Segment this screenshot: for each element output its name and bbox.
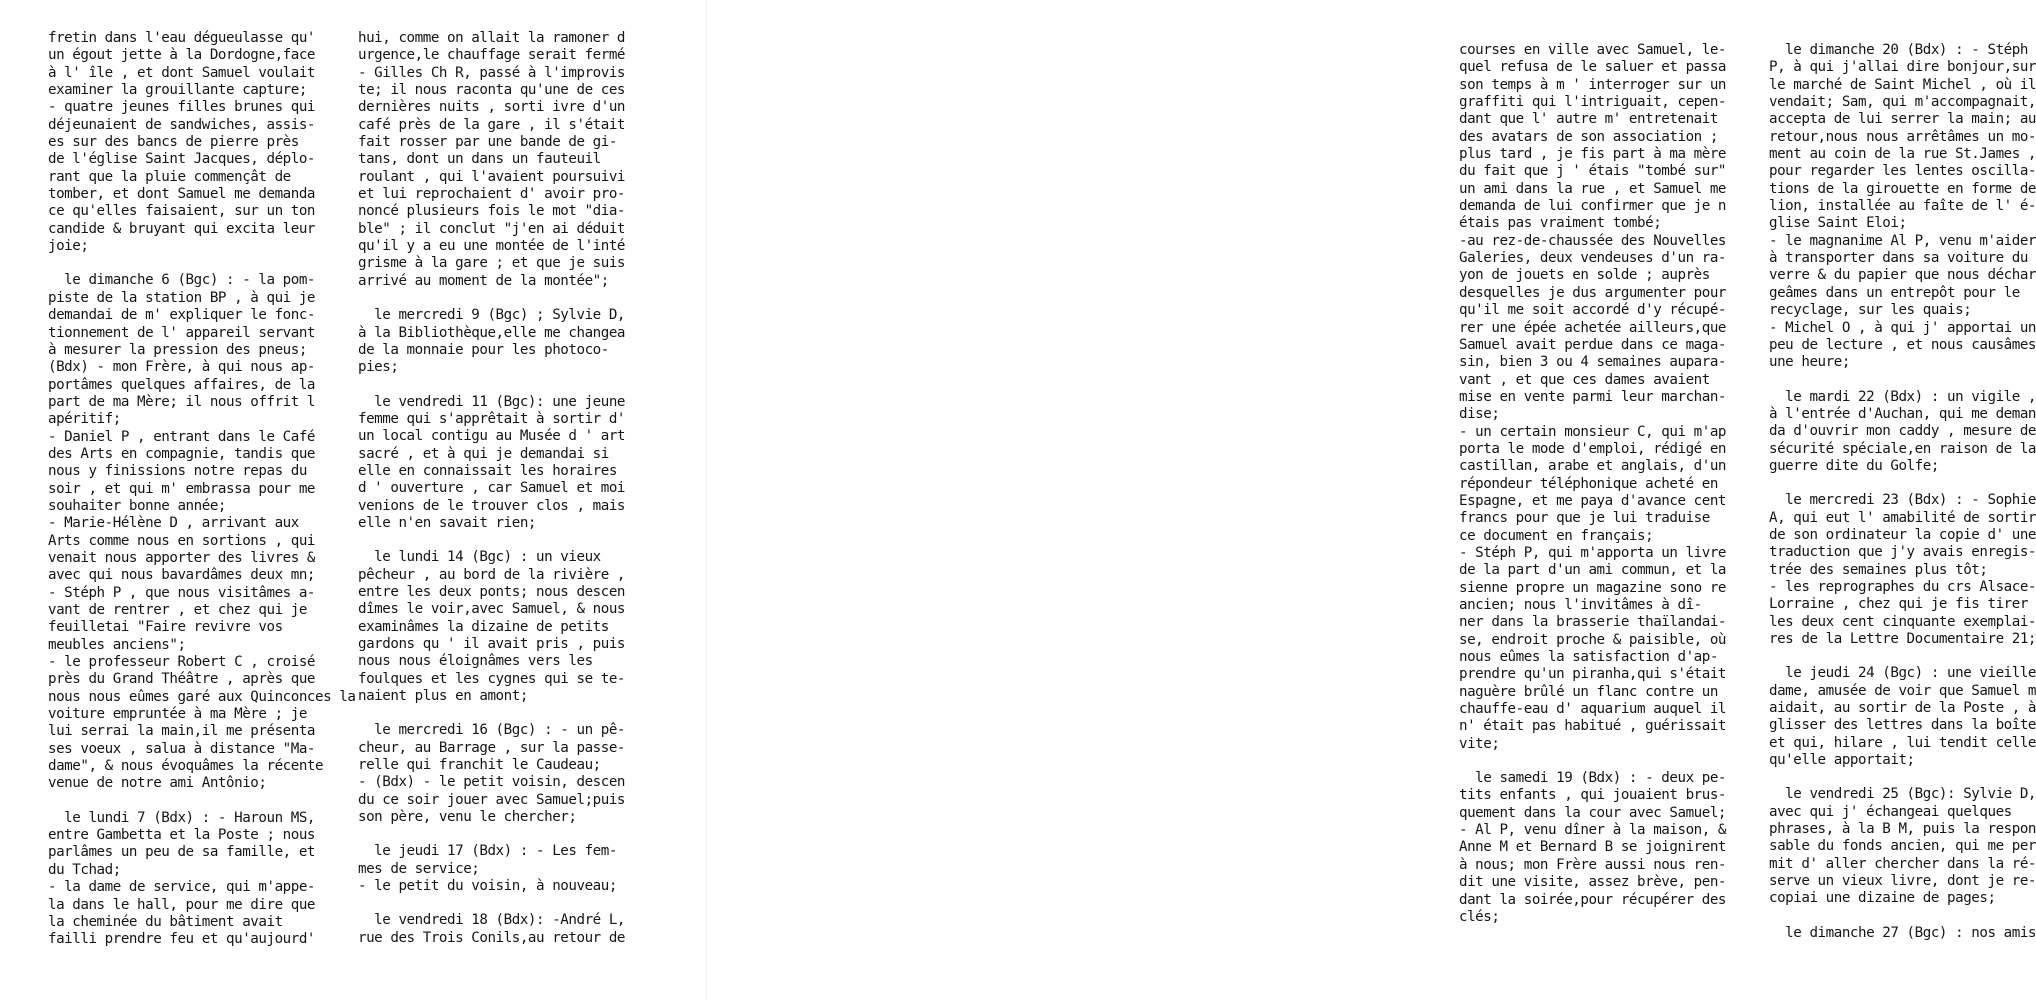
text-line: parlâmes un peu de sa famille, et: [48, 844, 316, 861]
text-line: chauffe-eau d' aquarium auquel il: [1459, 701, 1727, 718]
text-line: le dimanche 20 (Bdx) : - Stéph: [1769, 42, 2028, 58]
text-line: - (Bdx) - le petit voisin, descen: [358, 774, 626, 791]
left-page-column-2: [358, 30, 625, 947]
text-line: peu de lecture , et nous causâmes: [1769, 336, 2036, 353]
text-line: porta le mode d'emploi, rédigé en: [1459, 440, 1727, 457]
text-line: verre & du papier que nous déchar: [1769, 267, 2036, 284]
text-line: clés;: [1459, 908, 1500, 925]
text-line: du ce soir jouer avec Samuel;puis: [358, 791, 626, 808]
text-line: quement dans la cour avec Samuel;: [1459, 804, 1727, 821]
text-line: dit une visite, assez brève, pen-: [1459, 874, 1727, 891]
text-line: -au rez-de-chaussée des Nouvelles: [1459, 232, 1727, 249]
text-line: le jeudi 17 (Bdx) : - Les fem-: [358, 843, 617, 860]
text-line: près du Grand Théâtre , après que: [48, 671, 316, 688]
text-line: relle qui franchit le Caudeau;: [358, 757, 601, 774]
text-line: res de la Lettre Documentaire 21;: [1769, 631, 2036, 647]
text-line: mit d' aller chercher dans la ré-: [1769, 855, 2036, 872]
text-line: ment au coin de la rue St.James ,: [1769, 146, 2036, 163]
text-line: souhaiter bonne année;: [48, 497, 227, 514]
text-line: avec qui nous bavardâmes deux mn;: [48, 567, 316, 584]
paragraph-gap: [358, 290, 625, 307]
text-line: du Tchad;: [48, 861, 121, 878]
text-line: arrivé au moment de la montée";: [358, 272, 609, 289]
text-line: urgence,le chauffage serait fermé: [358, 47, 626, 64]
text-line: nous nous éloignâmes vers les: [358, 653, 593, 670]
text-line: naguère brûlé un flanc contre un: [1459, 683, 1718, 700]
right-page: [707, 0, 2036, 1000]
text-line: nous nous eûmes garé aux Quinconces la: [48, 688, 356, 705]
text-line: se, endroit proche & paisible, où: [1459, 631, 1727, 648]
text-line: vant , et que ces dames avaient: [1459, 371, 1710, 388]
text-line: - Stéph P, qui m'apporta un livre: [1459, 544, 1727, 561]
text-line: ble" ; il conclut "j'en ai déduit: [358, 220, 626, 237]
text-line: le vendredi 18 (Bdx): -André L,: [358, 912, 626, 929]
text-line: à l'entrée d'Auchan, qui me deman: [1769, 405, 2036, 422]
text-line: et qui, hilare , lui tendit celle: [1769, 734, 2036, 751]
text-line: répondeur téléphonique acheté en: [1459, 475, 1718, 492]
text-line: dernières nuits , sorti ivre d'un: [358, 99, 626, 116]
text-line: castillan, arabe et anglais, d'un: [1459, 458, 1727, 475]
text-line: examinâmes la dizaine de petits: [358, 618, 609, 635]
text-line: joie;: [48, 238, 89, 255]
text-line: accepta de lui serrer la main; au: [1769, 111, 2036, 128]
text-line: desquelles je dus argumenter pour: [1459, 284, 1727, 301]
text-line: un égout jette à la Dordogne,face: [48, 47, 316, 64]
paragraph-gap: [1769, 475, 2036, 492]
paragraph-gap: [358, 377, 625, 394]
text-line: Espagne, et me paya d'avance cent: [1459, 492, 1727, 509]
text-line: des avatars de son association ;: [1459, 128, 1718, 145]
text-line: apéritif;: [48, 411, 121, 428]
text-line: café près de la gare , il s'était: [358, 116, 626, 133]
text-line: le vendredi 11 (Bgc): une jeune: [358, 393, 626, 410]
text-line: tans, dont un dans un fauteuil: [358, 151, 601, 168]
text-line: dame", & nous évoquâmes la récente: [48, 758, 324, 775]
text-line: (Bdx) - mon Frère, à qui nous ap-: [48, 359, 316, 376]
text-line: déjeunaient de sandwiches, assis-: [48, 116, 316, 133]
text-line: mes de service;: [358, 860, 480, 877]
text-line: copiai une dizaine de pages;: [1769, 890, 1996, 907]
text-line: vite;: [1459, 735, 1500, 752]
text-line: - la dame de service, qui m'appe-: [48, 879, 316, 896]
text-line: rant que la pluie commençât de: [48, 168, 291, 185]
text-line: à la Bibliothèque,elle me changea: [358, 324, 626, 341]
text-line: quel refusa de le saluer et passa: [1459, 59, 1727, 76]
text-line: à mesurer la pression des pneus;: [48, 341, 307, 358]
text-line: - Daniel P , entrant dans le Café: [48, 428, 316, 445]
text-line: meubles anciens";: [48, 636, 186, 653]
text-line: feuilletai "Faire revivre vos: [48, 619, 283, 636]
text-line: le mercredi 16 (Bgc) : - un pê-: [358, 722, 626, 739]
text-line: cheur, au Barrage , sur la passe-: [358, 739, 626, 756]
right-page-column-1: [1459, 42, 1726, 926]
text-line: - le magnanime Al P, venu m'aider: [1769, 232, 2036, 249]
text-line: plus tard , je fis part à ma mère: [1459, 146, 1727, 163]
paragraph-gap: [358, 826, 625, 843]
text-line: naient plus en amont;: [358, 688, 528, 705]
text-line: gardons qu ' il avait pris , puis: [358, 636, 626, 652]
text-line: pour regarder les lentes oscilla-: [1769, 163, 2036, 180]
text-line: le marché de Saint Michel , où il: [1769, 76, 2036, 93]
text-line: dise;: [1459, 406, 1500, 423]
text-line: ner dans la brasserie thaïlandai-: [1459, 614, 1727, 631]
text-line: sacré , et à qui je demandai si: [358, 445, 609, 462]
text-line: ce document en français;: [1459, 527, 1654, 544]
text-line: le samedi 19 (Bdx) : - deux pe-: [1459, 770, 1727, 787]
text-line: étais pas vraiment tombé;: [1459, 215, 1662, 232]
text-line: A, qui eut l' amabilité de sortir: [1769, 509, 2036, 526]
text-line: rer une épée achetée ailleurs,que: [1459, 319, 1727, 336]
text-line: - le petit du voisin, à nouveau;: [358, 878, 617, 895]
text-line: - Marie-Hélène D , arrivant aux: [48, 515, 299, 532]
text-line: tits enfants , qui jouaient brus-: [1459, 787, 1727, 804]
right-page-column-2: [1769, 42, 2036, 942]
text-line: fait rosser par une bande de gi-: [358, 134, 617, 151]
text-line: un ami dans la rue , et Samuel me: [1459, 180, 1727, 197]
text-line: avec qui j' échangeai quelques: [1769, 803, 2012, 820]
text-line: n' était pas habitué , guérissait: [1459, 718, 1727, 735]
text-line: - Gilles Ch R, passé à l'improvis: [358, 64, 626, 81]
text-line: candide & bruyant qui excita leur: [48, 220, 316, 237]
text-line: le lundi 7 (Bdx) : - Haroun MS,: [48, 809, 316, 826]
text-line: da d'ouvrir mon caddy , mesure de: [1769, 423, 2036, 440]
text-line: vendait; Sam, qui m'accompagnait,: [1769, 94, 2036, 111]
text-line: à l' île , et dont Samuel voulait: [48, 64, 316, 81]
text-line: courses en ville avec Samuel, le-: [1459, 42, 1727, 58]
text-line: tions de la girouette en forme de: [1769, 180, 2036, 197]
text-line: venait nous apporter des livres &: [48, 549, 316, 566]
text-line: ses voeux , salua à distance "Ma-: [48, 740, 316, 757]
paragraph-gap: [48, 255, 355, 272]
text-line: entre Gambetta et la Poste ; nous: [48, 827, 316, 844]
text-line: Lorraine , chez qui je fis tirer: [1769, 596, 2028, 613]
paragraph-gap: [48, 793, 355, 810]
text-line: son temps à m ' interroger sur un: [1459, 76, 1727, 93]
text-line: de la part d'un ami commun, et la: [1459, 562, 1727, 579]
text-line: yon de jouets en solde ; auprès: [1459, 267, 1710, 284]
text-line: le mercredi 23 (Bdx) : - Sophie: [1769, 492, 2036, 509]
text-line: la cheminée du bâtiment avait: [48, 913, 283, 930]
text-line: guerre dite du Golfe;: [1769, 457, 1939, 474]
text-line: sienne propre un magazine sono re: [1459, 579, 1727, 596]
text-line: nous eûmes la satisfaction d'ap-: [1459, 649, 1718, 666]
paragraph-gap: [1769, 769, 2036, 786]
text-line: d ' ouverture , car Samuel et moi: [358, 480, 626, 497]
text-line: tionnement de l' appareil servant: [48, 324, 316, 341]
text-line: dant la soirée,pour récupérer des: [1459, 891, 1727, 908]
text-line: des Arts en compagnie, tandis que: [48, 445, 316, 462]
text-line: lion, installée au faîte de l' é-: [1769, 198, 2036, 215]
text-line: phrases, à la B M, puis la respon: [1769, 821, 2036, 838]
text-line: pies;: [358, 359, 399, 376]
paragraph-gap: [358, 705, 625, 722]
text-line: serve un vieux livre, dont je re-: [1769, 873, 2036, 890]
text-line: geâmes dans un entrepôt pour le: [1769, 284, 2020, 301]
text-line: de la monnaie pour les photoco-: [358, 341, 609, 358]
left-page: [0, 0, 707, 1000]
text-line: soir , et qui m' embrassa pour me: [48, 480, 316, 497]
text-line: demanda de lui confirmer que je n: [1459, 198, 1727, 215]
text-line: - Michel O , à qui j' apportai un: [1769, 319, 2036, 336]
text-line: lui serrai la main,il me présenta: [48, 723, 316, 740]
text-line: examiner la grouillante capture;: [48, 82, 307, 99]
text-line: glise Saint Eloi;: [1769, 215, 1907, 232]
text-line: dame, amusée de voir que Samuel m: [1769, 682, 2036, 699]
text-line: trée des semaines plus tôt;: [1769, 561, 1988, 578]
text-line: - Al P, venu dîner à la maison, &: [1459, 822, 1727, 839]
text-line: dant que l' autre m' entretenait: [1459, 111, 1718, 128]
text-line: part de ma Mère; il nous offrit l: [48, 393, 316, 410]
text-line: foulques et les cygnes qui se te-: [358, 670, 626, 687]
text-line: de son ordinateur la copie d' une: [1769, 526, 2036, 543]
text-line: recyclage, sur les quais;: [1769, 302, 1972, 319]
text-line: demandai de m' expliquer le fonc-: [48, 307, 316, 324]
text-line: venue de notre ami Antônio;: [48, 775, 267, 792]
text-line: et lui reprochaient d' avoir pro-: [358, 186, 626, 203]
text-line: sécurité spéciale,en raison de la: [1769, 440, 2036, 457]
text-line: dîmes le voir,avec Samuel, & nous: [358, 601, 626, 618]
text-line: qu'il y a eu une montée de l'inté: [358, 238, 626, 255]
text-line: Anne M et Bernard B se joignirent: [1459, 839, 1727, 856]
text-line: - Stéph P , que nous visitâmes a-: [48, 584, 316, 601]
text-line: prendre qu'un piranha,qui s'était: [1459, 666, 1727, 683]
text-line: pêcheur , au bord de la rivière ,: [358, 566, 626, 583]
text-line: elle n'en savait rien;: [358, 514, 537, 531]
text-line: entre les deux ponts; nous descen: [358, 583, 626, 600]
text-line: voiture empruntée à ma Mère ; je: [48, 706, 307, 723]
text-line: te; il nous raconta qu'une de ces: [358, 82, 626, 99]
text-line: venions de le trouver clos , mais: [358, 497, 626, 514]
text-line: le vendredi 25 (Bgc): Sylvie D,: [1769, 786, 2036, 803]
text-line: le dimanche 6 (Bgc) : - la pom-: [48, 272, 316, 289]
text-line: vant de rentrer , et chez qui je: [48, 602, 307, 618]
text-line: es sur des bancs de pierre près: [48, 134, 299, 151]
text-line: mise en vente parmi leur marchan-: [1459, 388, 1727, 405]
text-line: la dans le hall, pour me dire que: [48, 896, 316, 913]
text-line: retour,nous nous arrêtâmes un mo-: [1769, 128, 2036, 145]
paragraph-gap: [1769, 372, 2036, 389]
text-line: failli prendre feu et qu'aujourd': [48, 931, 316, 948]
text-line: graffiti qui l'intriguait, cepen-: [1459, 94, 1727, 111]
paragraph-gap: [1769, 648, 2036, 665]
text-line: roulant , qui l'avaient poursuivi: [358, 168, 626, 185]
text-line: P, à qui j'allai dire bonjour,sur: [1769, 59, 2036, 76]
text-line: portâmes quelques affaires, de la: [48, 376, 316, 393]
text-line: francs pour que je lui traduise: [1459, 510, 1710, 527]
text-line: ce qu'elles faisaient, sur un ton: [48, 203, 316, 220]
text-line: grisme à la gare ; et que je suis: [358, 255, 626, 272]
text-line: le lundi 14 (Bgc) : un vieux: [358, 549, 601, 566]
text-line: traduction que j'y avais enregis-: [1769, 544, 2036, 561]
paragraph-gap: [1769, 908, 2036, 925]
text-line: un local contigu au Musée d ' art: [358, 428, 626, 445]
text-line: le jeudi 24 (Bgc) : une vieille: [1769, 665, 2036, 682]
text-line: à nous; mon Frère aussi nous ren-: [1459, 856, 1727, 873]
text-line: une heure;: [1769, 354, 1850, 371]
text-line: nous y finissions notre repas du: [48, 463, 307, 480]
text-line: les deux cent cinquante exemplai-: [1769, 613, 2036, 630]
text-line: ancien; nous l'invitâmes à dî-: [1459, 597, 1702, 613]
text-line: femme qui s'apprêtait à sortir d': [358, 410, 626, 427]
text-line: son père, venu le chercher;: [358, 809, 577, 826]
text-line: piste de la station BP , à qui je: [48, 289, 316, 306]
text-line: noncé plusieurs fois le mot "dia-: [358, 203, 626, 220]
text-line: aidait, au sortir de la Poste , à: [1769, 700, 2036, 717]
text-line: glisser des lettres dans la boîte: [1769, 717, 2036, 734]
text-line: de l'église Saint Jacques, déplo-: [48, 151, 316, 168]
left-page-column-1: [48, 30, 355, 949]
text-line: sable du fonds ancien, qui me per: [1769, 838, 2036, 855]
text-line: hui, comme on allait la ramoner d: [358, 30, 626, 46]
text-line: le dimanche 27 (Bgc) : nos amis: [1769, 924, 2036, 941]
paragraph-gap: [1459, 753, 1726, 770]
text-line: - quatre jeunes filles brunes qui: [48, 99, 316, 116]
text-line: - les reprographes du crs Alsace-: [1769, 578, 2036, 595]
text-line: le mardi 22 (Bdx) : un vigile ,: [1769, 388, 2036, 405]
text-line: fretin dans l'eau dégueulasse qu': [48, 30, 316, 46]
text-line: à transporter dans sa voiture du: [1769, 250, 2028, 267]
text-line: - le professeur Robert C , croisé: [48, 654, 316, 671]
text-line: sin, bien 3 ou 4 semaines aupara-: [1459, 354, 1727, 371]
text-line: elle en connaissait les horaires: [358, 462, 617, 479]
text-line: du fait que j ' étais "tombé sur": [1459, 163, 1727, 180]
text-line: qu'il me soit accordé d'y récupé-: [1459, 302, 1727, 319]
text-line: qu'elle apportait;: [1769, 752, 1915, 769]
text-line: Galeries, deux vendeuses d'un ra-: [1459, 250, 1727, 267]
text-line: le mercredi 9 (Bgc) ; Sylvie D,: [358, 307, 626, 324]
text-line: Samuel avait perdue dans ce maga-: [1459, 336, 1727, 353]
paragraph-gap: [358, 532, 625, 549]
text-line: Arts comme nous en sortions , qui: [48, 532, 316, 549]
text-line: - un certain monsieur C, qui m'ap: [1459, 423, 1727, 440]
text-line: tomber, et dont Samuel me demanda: [48, 186, 316, 203]
paragraph-gap: [358, 895, 625, 912]
text-line: rue des Trois Conils,au retour de: [358, 929, 626, 946]
